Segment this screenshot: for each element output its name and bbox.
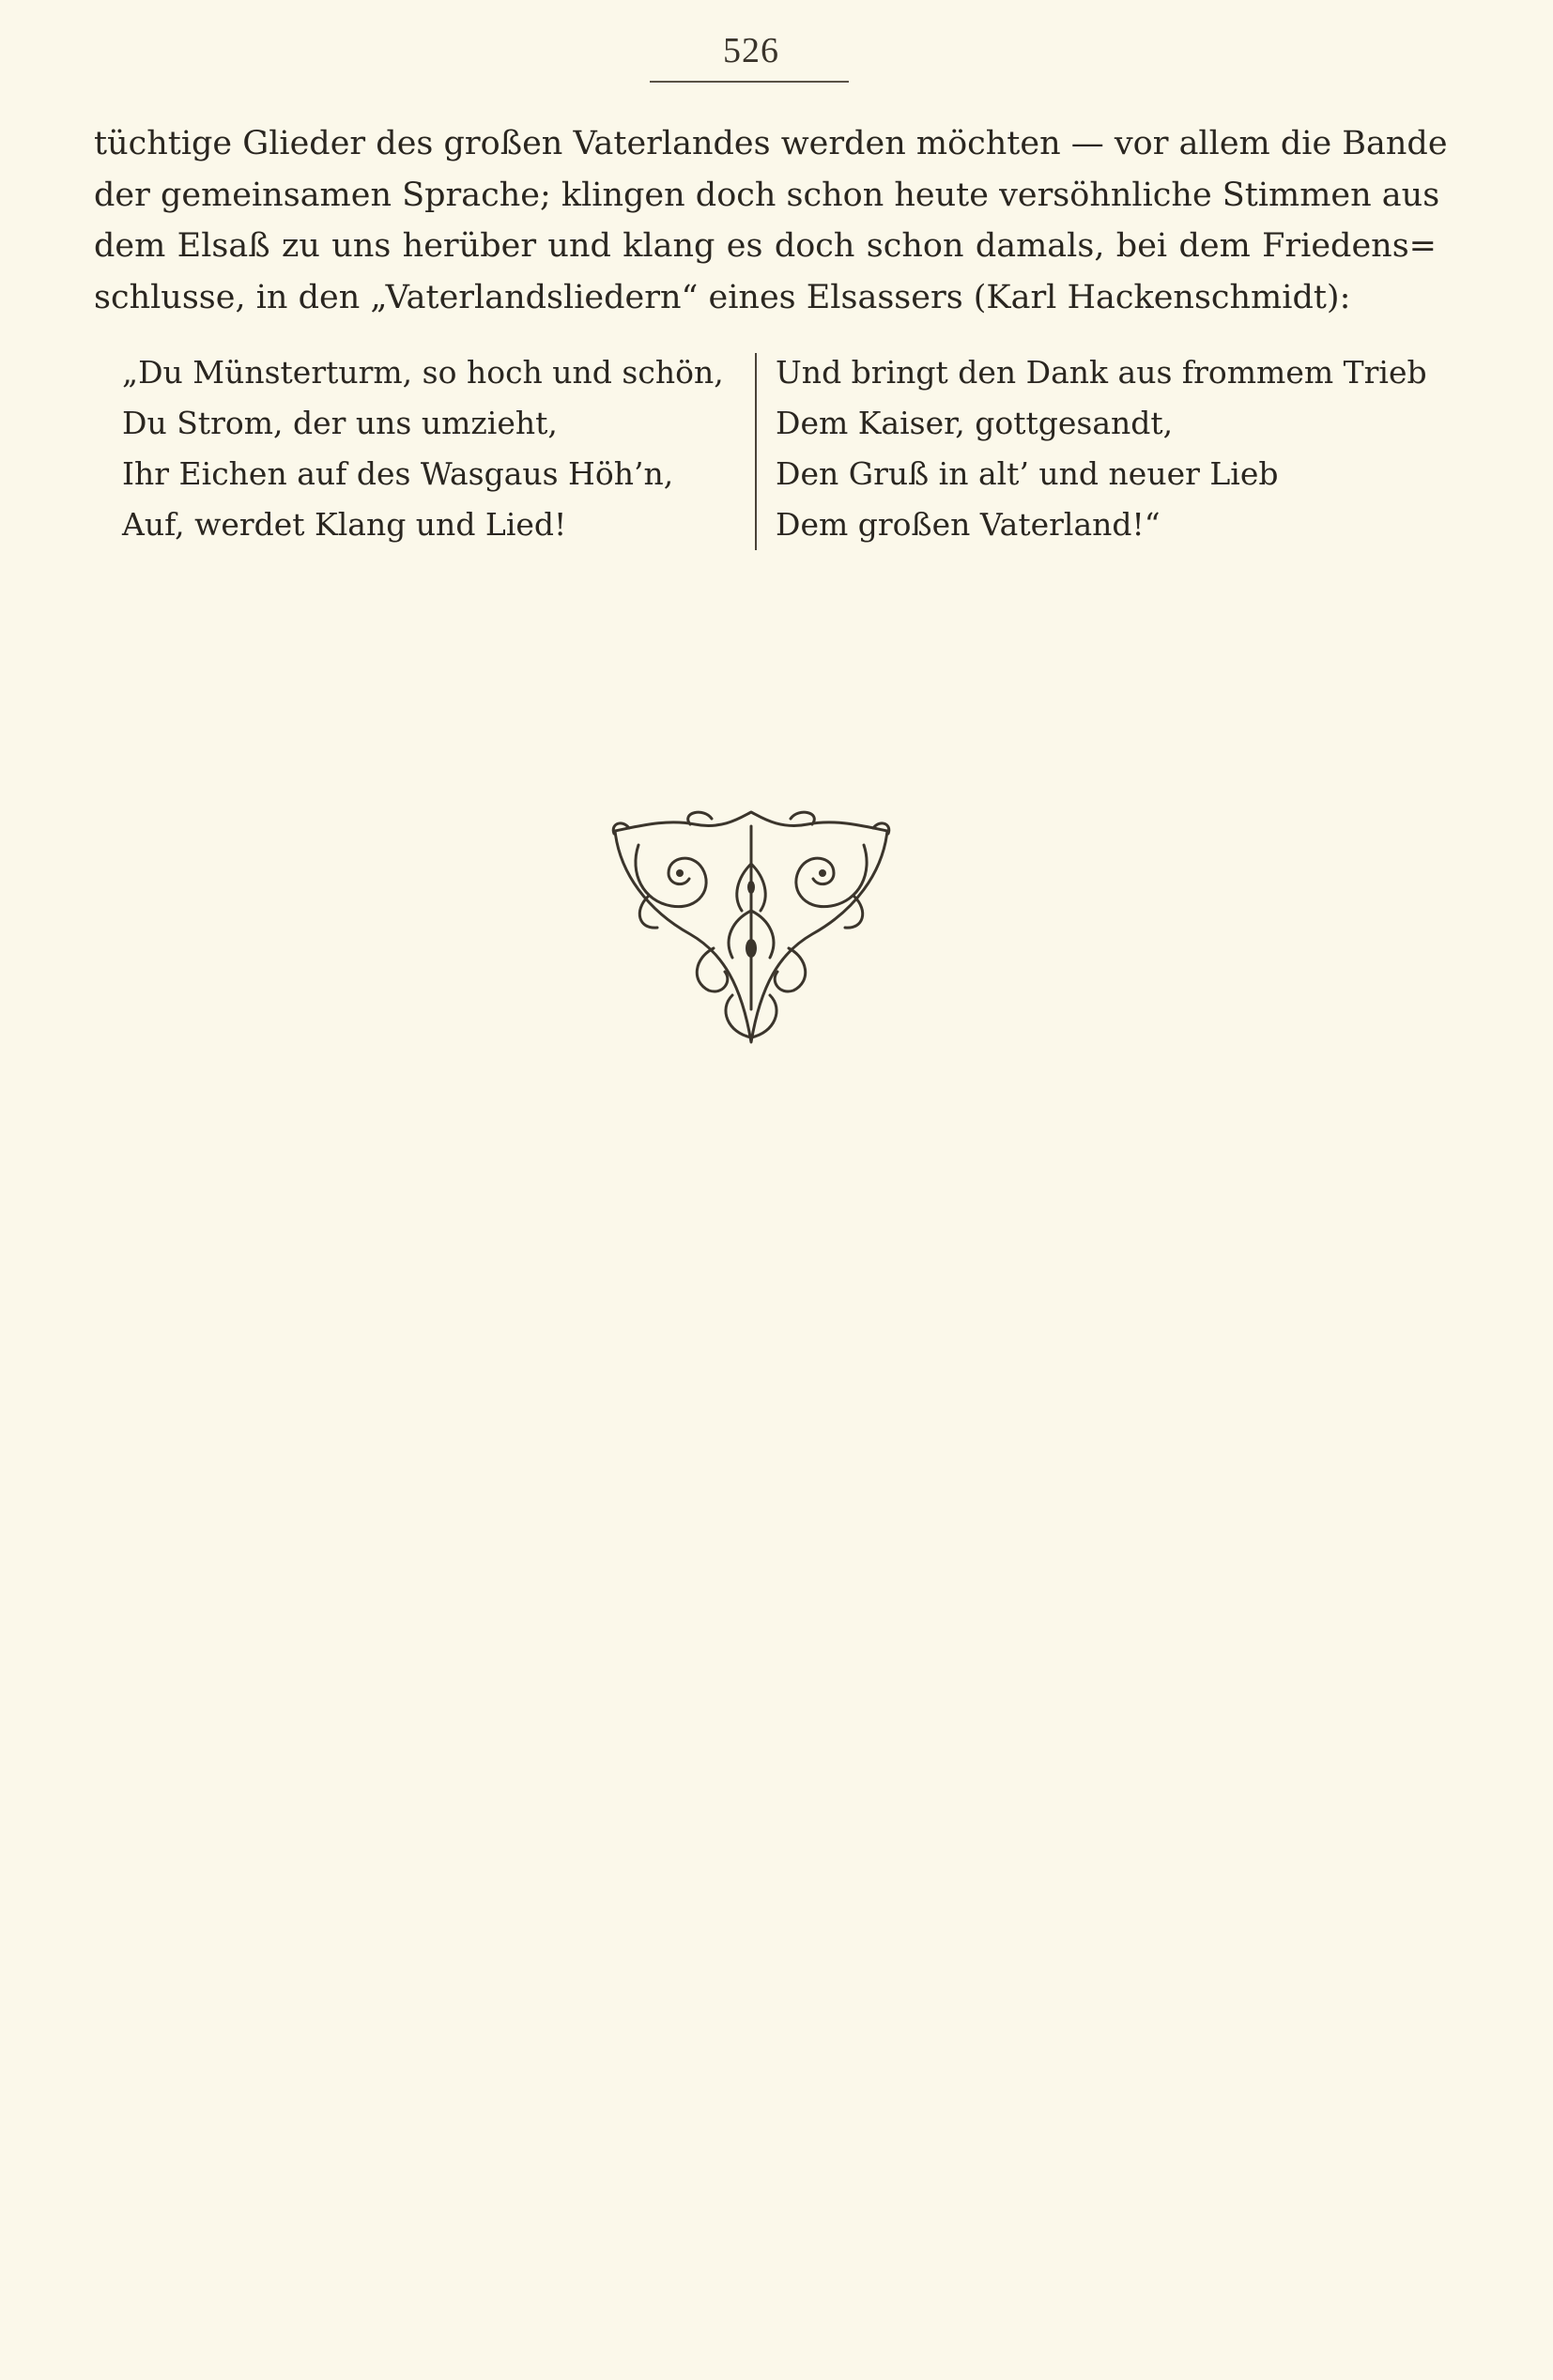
poem-stanza-right (776, 347, 1433, 550)
poem-verse: Auf, werdet Klang und Lied! (122, 506, 567, 543)
body-paragraph (94, 118, 1448, 323)
poem-verse: Dem großen Vaterland!“ (776, 506, 1161, 543)
poem-verse: Und bringt den Dank aus frommem Trieb (776, 354, 1427, 391)
header-rule (650, 81, 849, 83)
floral-vignette-icon (601, 807, 901, 1056)
paragraph-line: der gemeinsamen Sprache; klingen doch schon heute versöhnliche Stimmen aus (94, 176, 1440, 214)
poem-verse: Ihr Eichen auf des Wasgaus Höh’n, (122, 455, 674, 492)
poem-verse: Den Gruß in alt’ und neuer Lieb (776, 455, 1279, 492)
poem-quote (122, 347, 1437, 550)
paragraph-line: schlusse, in den „Vaterlandsliedern“ eines Elsassers (Karl Hackenschmidt): (94, 278, 1351, 316)
poem-stanza-left (122, 347, 742, 550)
paragraph-line: dem Elsaß zu uns herüber und klang es doch schon damals, bei dem Friedens= (94, 227, 1437, 265)
poem-verse: „Du Münsterturm, so hoch und schön, (122, 354, 724, 391)
page-number: 526 (723, 31, 779, 70)
poem-verse: Dem Kaiser, gottgesandt, (776, 405, 1174, 441)
paragraph-line: tüchtige Glieder des großen Vaterlandes werden möchten — vor allem die Bande (94, 125, 1448, 162)
poem-column-divider (755, 353, 757, 550)
poem-verse: Du Strom, der uns umzieht, (122, 405, 558, 441)
